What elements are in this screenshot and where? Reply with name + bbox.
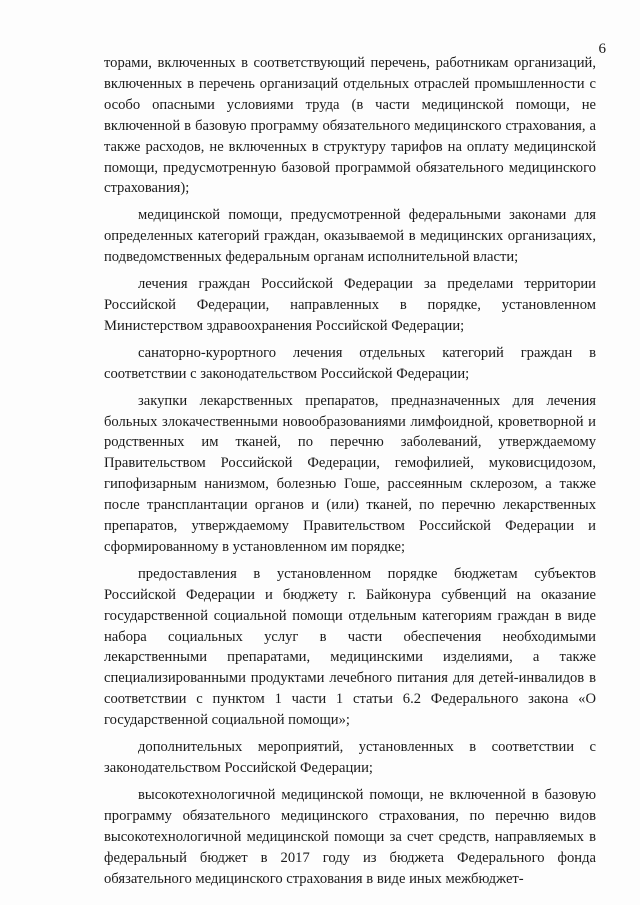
page-number: 6 bbox=[598, 41, 606, 57]
paragraph-sanatorium: санаторно-курортного лечения отдельных категорий граждан в соответствии с законодательством Российской Федерации; bbox=[104, 344, 596, 382]
paragraph-treatment-abroad: лечения граждан Российской Федерации за пределами территории Российской Федерации, направленных в порядке, установленном Министерством здравоохранения Российской Федерации; bbox=[104, 276, 596, 334]
paragraph-high-tech-care: высокотехнологичной медицинской помощи, не включенной в базовую программу обязательного медицинского страхования, по перечню видов высокотехнологичной медицинской помощи за счет средств, направляемых в федеральный бюджет в 2017 году из бюджета Федерального фонда обязательного медицинского страхования в виде иных межбюджет- bbox=[104, 786, 596, 887]
document-body bbox=[104, 53, 596, 895]
paragraph-drug-procurement: закупки лекарственных препаратов, предназначенных для лечения больных злокачественными новообразованиями лимфоидной, кроветворной и родственных им тканей, по перечню заболеваний, утверждаемому Правительством Российской Федерации, гемофилией, муковисцидозом, гипофизарным нанизмом, болезнью Гоше, рассеянным склерозом, а также после трансплантации органов и (или) тканей, по перечню лекарственных препаратов, утверждаемому Правительством Российской Федерации и сформированному в установленном им порядке; bbox=[104, 392, 596, 555]
paragraph-continuation: торами, включенных в соответствующий перечень, работникам организаций, включенных в перечень организаций отдельных отраслей промышленности с особо опасными условиями труда (в части медицинской помощи, не включенной в базовую программу обязательного медицинского страхования, а также расходов, не включенных в структуру тарифов на оплату медицинской помощи, предусмотренную базовой программой обязательного медицинского страхования); bbox=[104, 55, 596, 197]
paragraph-federal-laws-care: медицинской помощи, предусмотренной федеральными законами для определенных категорий граждан, оказываемой в медицинских организациях, подведомственных федеральным органам исполнительной власти; bbox=[104, 207, 596, 266]
paragraph-subventions: предоставления в установленном порядке бюджетам субъектов Российской Федерации и бюджету г. Байконура субвенций на оказание государственной социальной помощи отдельным категориям граждан в виде набора социальных услуг в части обеспечения необходимыми лекарственными препаратами, медицинскими изделиями, а также специализированными продуктами лечебного питания для детей-инвалидов в соответствии с пунктом 1 части 1 статьи 6.2 Федерального закона «О государственной социальной помощи»; bbox=[104, 565, 596, 729]
paragraph-additional-measures: дополнительных мероприятий, установленных в соответствии с законодательством Российской Федерации; bbox=[104, 739, 596, 776]
